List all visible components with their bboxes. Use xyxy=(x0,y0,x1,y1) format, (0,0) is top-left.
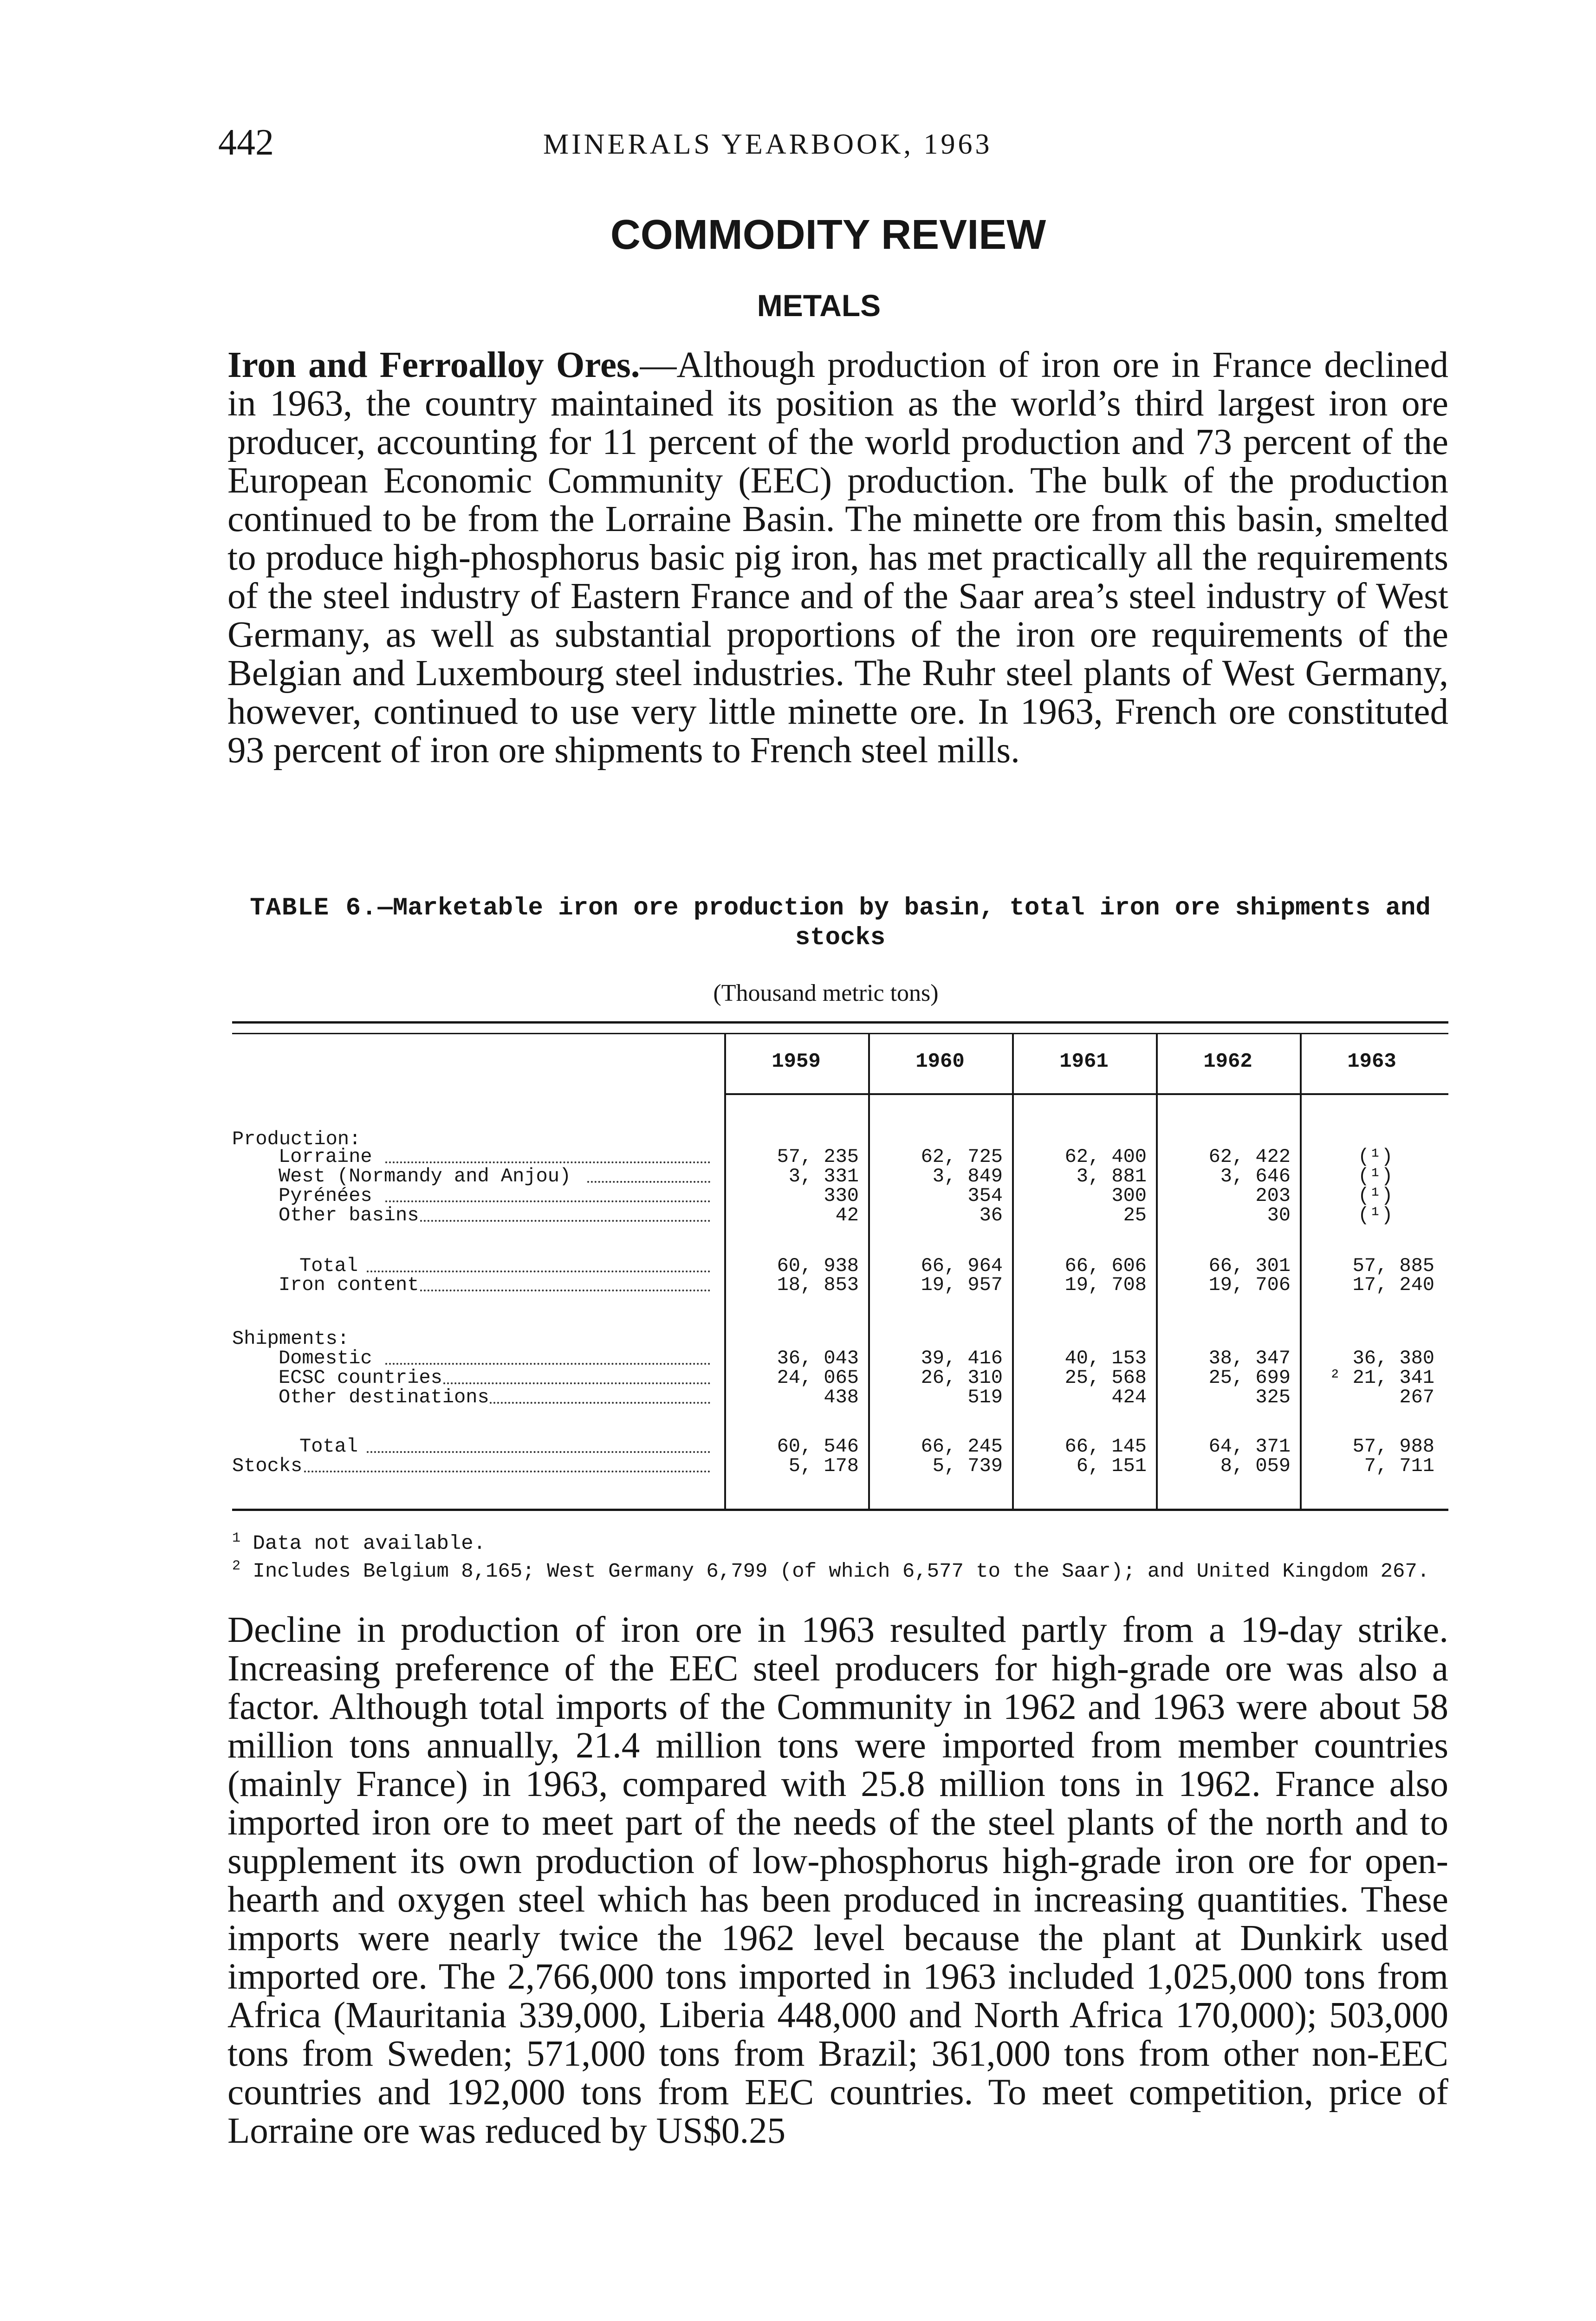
table-cell: 36, 380 xyxy=(1352,1347,1434,1369)
table-cell: 330 xyxy=(824,1185,859,1207)
row-label-pyrenees: Pyrénées xyxy=(279,1185,372,1207)
table-cell: 8, 059 xyxy=(1220,1455,1291,1477)
shipments-heading: Shipments: xyxy=(232,1328,350,1350)
column-rule xyxy=(868,1033,870,1509)
table-top-rule-inner xyxy=(232,1033,1448,1034)
table-footnotes xyxy=(232,1527,1448,1582)
row-label-shipments-total: Total xyxy=(299,1435,358,1458)
decline-paragraph: Decline in production of iron ore in 1963 resulted partly from a 19-day strike. Increasing preference of the EEC steel producers for high-grade ore was also a factor. Although total imports of the Community in 1962 and 1963 were about 58 million tons annually, 21.4 million tons were imported from member countries (mainly France) in 1963, compared with 25.8 million tons in 1962. France also imported iron ore to meet part of the needs of the steel plants of the north and to supplement its own production of low-phosphorus high-grade iron ore for open-hearth and oxygen steel which has been produced in increasing quantities. These imports were nearly twice the 1962 level because the plant at Dunkirk used imported ore. The 2,766,000 tons imported in 1963 included 1,025,000 tons from Africa (Mauritania 339,000, Liberia 448,000 and North Africa 170,000); 503,000 tons from Sweden; 571,000 tons from Brazil; 361,000 tons from other non-EEC countries and 192,000 tons from EEC countries. To meet competition, price of Lorraine ore was reduced by US$0.25 xyxy=(227,1610,1448,2151)
table-caption xyxy=(232,894,1448,953)
table-cell: 203 xyxy=(1255,1185,1291,1207)
table-cell: 64, 371 xyxy=(1208,1435,1291,1458)
table-cell: 17, 240 xyxy=(1352,1274,1434,1296)
table-cell: 57, 988 xyxy=(1352,1435,1434,1458)
leader-dots xyxy=(587,1181,710,1183)
column-header-1959: 1959 xyxy=(772,1050,821,1073)
column-header-1960: 1960 xyxy=(915,1050,965,1073)
running-head xyxy=(218,122,1453,173)
production-heading: Production: xyxy=(232,1128,361,1150)
table-cell: 519 xyxy=(967,1386,1003,1408)
table-cell: 25 xyxy=(1123,1204,1147,1226)
table-cell: 60, 546 xyxy=(777,1435,859,1458)
table-cell: 40, 153 xyxy=(1064,1347,1147,1369)
table-top-rule xyxy=(232,1021,1448,1024)
table-cell: ² 21, 341 xyxy=(1329,1367,1434,1389)
row-label-stocks: Stocks xyxy=(232,1455,303,1477)
leader-dots xyxy=(385,1200,710,1202)
table-cell: (¹) xyxy=(1358,1146,1393,1168)
table-cell: 25, 699 xyxy=(1208,1367,1291,1389)
table-cell: 438 xyxy=(824,1386,859,1408)
table-cell: 66, 964 xyxy=(921,1255,1003,1277)
table-caption-label: TABLE 6. xyxy=(250,894,378,922)
table-cell: 325 xyxy=(1255,1386,1291,1408)
table-cell: 60, 938 xyxy=(777,1255,859,1277)
footnote: $^1$ Data not available. xyxy=(232,1530,486,1556)
table-cell: 62, 400 xyxy=(1064,1146,1147,1168)
table-cell: 3, 331 xyxy=(788,1165,859,1187)
commodity-review-heading: COMMODITY REVIEW xyxy=(610,212,1046,258)
column-header-1962: 1962 xyxy=(1203,1050,1252,1073)
table-cell: 354 xyxy=(967,1185,1003,1207)
metals-heading: METALS xyxy=(757,288,881,323)
table-cell: 24, 065 xyxy=(777,1367,859,1389)
column-rule xyxy=(1300,1033,1302,1509)
table-cell: 267 xyxy=(1399,1386,1434,1408)
leader-dots xyxy=(367,1271,710,1272)
iron-ore-paragraph xyxy=(227,346,1448,770)
leader-dots xyxy=(443,1382,710,1384)
leader-dots xyxy=(304,1471,710,1472)
table-cell: 7, 711 xyxy=(1364,1455,1434,1477)
table-cell: 18, 853 xyxy=(777,1274,859,1296)
iron-ore-paragraph-text: —Although production of iron ore in France declined in 1963, the country maintained its position as the world’s third largest iron ore producer, accounting for 11 percent of the world production and 73 percent of the European Economic Community (EEC) production. The bulk of the production continued to be from the Lorraine Basin. The minette ore from this basin, smelted to produce high-phosphorus basic pig iron, has met practically all the requirements of the steel industry of Eastern France and of the Saar area’s steel industry of West Germany, as well as substantial proportions of the iron ore requirements of the Belgian and Luxembourg steel industries. The Ruhr steel plants of West Germany, however, continued to use very little minette ore. In 1963, French ore constituted 93 percent of iron ore shipments to French steel mills. xyxy=(227,345,1449,771)
footnote: $^2$ Includes Belgium 8,165; West Germany 6,799 (of which 6,577 to the Saar); and United Kingdom 267. xyxy=(232,1558,1430,1583)
table-cell: 66, 301 xyxy=(1208,1255,1291,1277)
column-rule xyxy=(1012,1033,1014,1509)
table-cell: 66, 606 xyxy=(1064,1255,1147,1277)
table-header-rule xyxy=(724,1093,1448,1095)
row-label-iron-content: Iron content xyxy=(279,1274,419,1296)
table-cell: 30 xyxy=(1267,1204,1291,1226)
leader-dots xyxy=(385,1363,710,1365)
table-cell: 62, 725 xyxy=(921,1146,1003,1168)
table-cell: 57, 235 xyxy=(777,1146,859,1168)
table-cell: 5, 178 xyxy=(788,1455,859,1477)
row-label-other-basins: Other basins xyxy=(279,1204,419,1226)
table-cell: 57, 885 xyxy=(1352,1255,1434,1277)
table-caption-text: —Marketable iron ore production by basin, total iron ore shipments and stocks xyxy=(377,894,1431,952)
leader-dots xyxy=(490,1402,710,1404)
table-cell: 26, 310 xyxy=(921,1367,1003,1389)
table-cell: 3, 849 xyxy=(932,1165,1003,1187)
table-cell: 5, 739 xyxy=(932,1455,1003,1477)
table-cell: 3, 881 xyxy=(1076,1165,1147,1187)
row-label-ecsc: ECSC countries xyxy=(279,1367,442,1389)
row-label-west: West (Normandy and Anjou) xyxy=(279,1165,571,1187)
table-cell: (¹) xyxy=(1358,1204,1393,1226)
leader-dots xyxy=(385,1161,710,1163)
table-cell: 66, 145 xyxy=(1064,1435,1147,1458)
table-cell: 25, 568 xyxy=(1064,1367,1147,1389)
table-cell: 39, 416 xyxy=(921,1347,1003,1369)
leader-dots xyxy=(367,1451,710,1453)
column-rule xyxy=(724,1033,726,1509)
table-cell: 66, 245 xyxy=(921,1435,1003,1458)
table-bottom-rule xyxy=(232,1509,1448,1511)
column-rule xyxy=(1156,1033,1158,1509)
leader-dots xyxy=(420,1290,710,1291)
book-title: MINERALS YEARBOOK, 1963 xyxy=(543,129,993,160)
table-cell: 19, 957 xyxy=(921,1274,1003,1296)
row-label-other-destinations: Other destinations xyxy=(279,1386,489,1408)
column-header-1963: 1963 xyxy=(1347,1050,1396,1073)
row-label-lorraine: Lorraine xyxy=(279,1146,372,1168)
table-cell: (¹) xyxy=(1358,1165,1393,1187)
runin-heading: Iron and Ferroalloy Ores. xyxy=(227,345,640,385)
table-cell: 42 xyxy=(835,1204,859,1226)
row-label-domestic: Domestic xyxy=(279,1347,372,1369)
column-header-1961: 1961 xyxy=(1059,1050,1109,1073)
table-cell: 36 xyxy=(979,1204,1003,1226)
table-cell: 6, 151 xyxy=(1076,1455,1147,1477)
table-cell: 19, 708 xyxy=(1064,1274,1147,1296)
table-units: (Thousand metric tons) xyxy=(713,980,939,1006)
row-label-production-total: Total xyxy=(299,1255,358,1277)
table-cell: 3, 646 xyxy=(1220,1165,1291,1187)
table-cell: 38, 347 xyxy=(1208,1347,1291,1369)
leader-dots xyxy=(420,1220,710,1222)
table-cell: 19, 706 xyxy=(1208,1274,1291,1296)
page-number: 442 xyxy=(218,122,274,163)
table-cell: (¹) xyxy=(1358,1185,1393,1207)
table-cell: 424 xyxy=(1111,1386,1147,1408)
table-cell: 300 xyxy=(1111,1185,1147,1207)
table-cell: 62, 422 xyxy=(1208,1146,1291,1168)
table-cell: 36, 043 xyxy=(777,1347,859,1369)
